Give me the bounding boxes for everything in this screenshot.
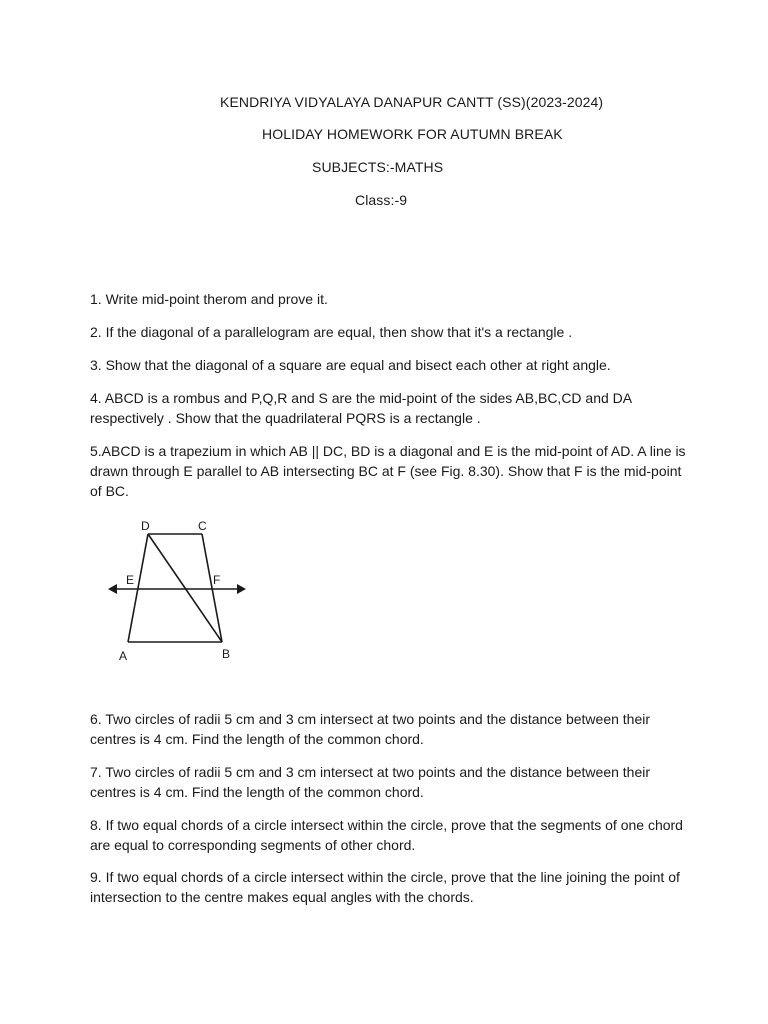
diagonal-bd: [148, 534, 222, 642]
arrow-left-icon: [108, 584, 117, 594]
class-line: Class:-9: [355, 192, 408, 208]
question-6: 6. Two circles of radii 5 cm and 3 cm intersect at two points and the distance between their centres is 4 cm. Find the length of the common chord.: [90, 711, 651, 747]
arrow-right-icon: [237, 584, 246, 594]
question-9: 9. If two equal chords of a circle intersect within the circle, prove that the line joining the point of intersection to the centre makes equal angles with the chords.: [90, 869, 680, 905]
label-a: A: [119, 649, 128, 663]
question-3: 3. Show that the diagonal of a square are equal and bisect each other at right angle.: [90, 357, 611, 373]
label-f: F: [213, 573, 221, 587]
trapezium-figure: [100, 512, 260, 672]
question-8: 8. If two equal chords of a circle intersect within the circle, prove that the segments of one chord are equal to corresponding segments of other chord.: [90, 817, 683, 853]
label-d: D: [141, 519, 150, 533]
question-4: 4. ABCD is a rombus and P,Q,R and S are the mid-point of the sides AB,BC,CD and DA respectively . Show that the quadrilateral PQRS is a rectangle .: [90, 390, 632, 426]
side-da: [128, 534, 148, 642]
question-1: 1. Write mid-point therom and prove it.: [90, 291, 328, 307]
subject-line: SUBJECTS:-MATHS: [312, 159, 444, 175]
question-2: 2. If the diagonal of a parallelogram are equal, then show that it's a rectangle .: [90, 324, 573, 340]
question-7: 7. Two circles of radii 5 cm and 3 cm intersect at two points and the distance between their centres is 4 cm. Find the length of the common chord.: [90, 764, 651, 800]
side-cb: [202, 534, 222, 642]
homework-title: HOLIDAY HOMEWORK FOR AUTUMN BREAK: [262, 126, 563, 142]
school-name: KENDRIYA VIDYALAYA DANAPUR CANTT (SS)(2023-2024): [220, 94, 604, 110]
label-c: C: [198, 519, 207, 533]
label-b: B: [222, 647, 231, 661]
question-5: 5.ABCD is a trapezium in which AB || DC, BD is a diagonal and E is the mid-point of AD. A line is drawn through E parallel to AB intersecting BC at F (see Fig. 8.30). Show that F is the mid-point of BC.: [90, 443, 686, 499]
label-e: E: [126, 573, 135, 587]
